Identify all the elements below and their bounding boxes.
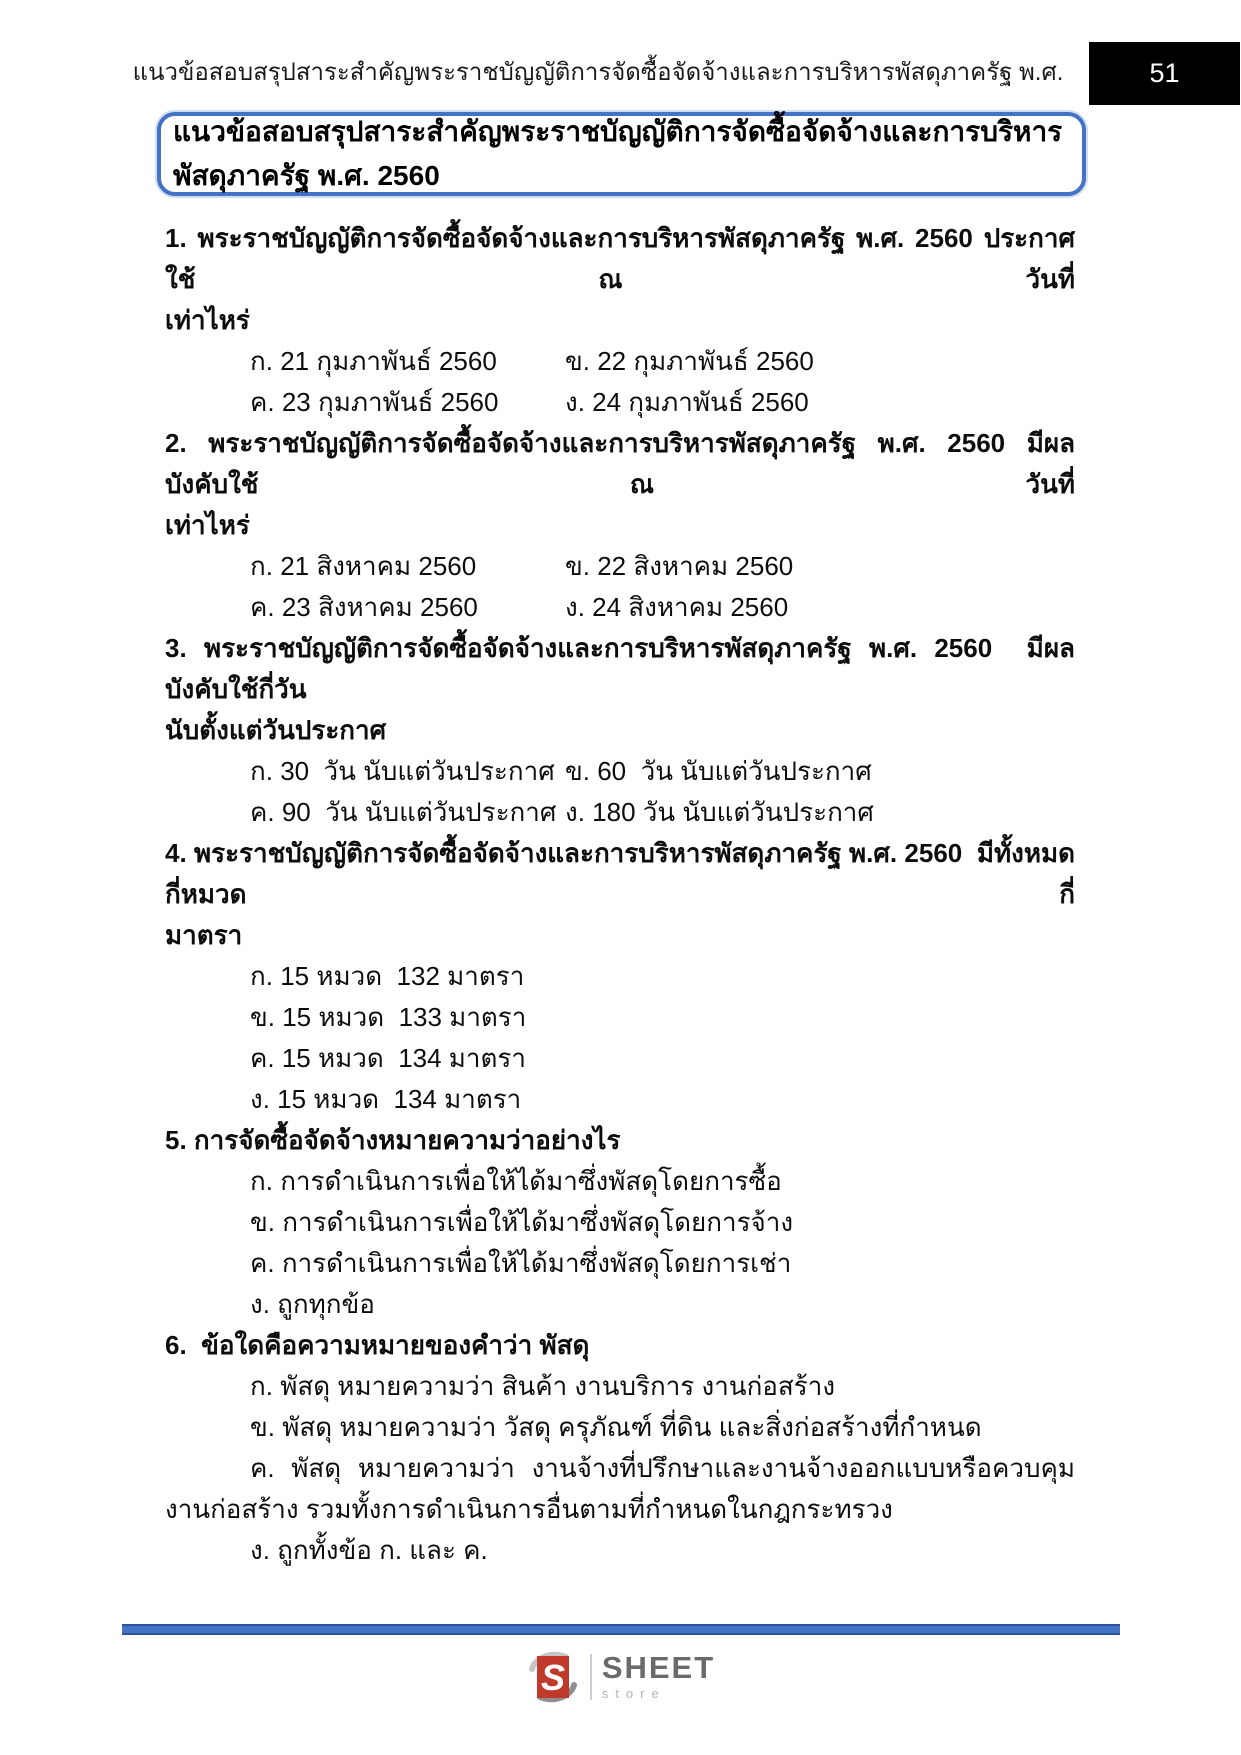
question-6-option-b: ข. พัสดุ หมายความว่า วัสดุ ครุภัณฑ์ ที่ดิน และสิ่งก่อสร้างที่กำหนด — [250, 1412, 982, 1442]
brand-text — [601, 1650, 716, 1701]
question-2-text-line-1: 2. พระราชบัญญัติการจัดซื้อจัดจ้างและการบริหารพัสดุภาครัฐ พ.ศ. 2560 มีผลบังคับใช้ ณ วันที่ — [165, 428, 1075, 499]
brand-subtitle: store — [601, 1686, 666, 1701]
question-6-text-line-1: 6. ข้อใดคือความหมายของคำว่า พัสดุ — [165, 1330, 590, 1360]
question-2-option-a: ก. 21 สิงหาคม 2560 — [250, 551, 477, 581]
question-1-option-b: ข. 22 กุมภาพันธ์ 2560 — [565, 346, 814, 376]
question-6-option-d: ง. ถูกทั้งข้อ ก. และ ค. — [250, 1535, 488, 1565]
question-6 — [165, 1325, 1075, 1571]
question-1-options-row-1 — [165, 341, 1075, 382]
header-running-title: แนวข้อสอบสรุปสาระสำคัญพระราชบัญญัติการจัดซื้อจัดจ้างและการบริหารพัสดุภาครัฐ พ.ศ. — [132, 59, 1064, 86]
page-number-badge — [1089, 42, 1240, 105]
sheet-store-logo — [0, 1651, 1241, 1755]
question-3-options-row-1 — [165, 751, 1075, 792]
question-5 — [165, 1120, 1075, 1325]
question-3-text-line-1: 3. พระราชบัญญัติการจัดซื้อจัดจ้างและการบริหารพัสดุภาครัฐ พ.ศ. 2560 มีผลบังคับใช้กี่วัน — [165, 633, 1075, 704]
question-4-option-b: ข. 15 หมวด 133 มาตรา — [250, 1002, 527, 1032]
footer-divider — [122, 1624, 1120, 1635]
question-2-options-row-2 — [165, 587, 1075, 628]
question-5-option-a: ก. การดำเนินการเพื่อให้ได้มาซึ่งพัสดุโดยการซื้อ — [250, 1166, 782, 1196]
page-footer — [0, 1624, 1241, 1755]
question-4 — [165, 833, 1075, 1120]
question-3 — [165, 628, 1075, 833]
question-4-option-d: ง. 15 หมวด 134 มาตรา — [250, 1084, 522, 1114]
question-3-options-row-2 — [165, 792, 1075, 833]
question-3-text-line-2: นับตั้งแต่วันประกาศ — [165, 715, 387, 745]
question-5-text-line-1: 5. การจัดซื้อจัดจ้างหมายความว่าอย่างไร — [165, 1125, 621, 1155]
question-1 — [165, 218, 1075, 423]
question-1-option-d: ง. 24 กุมภาพันธ์ 2560 — [565, 387, 809, 417]
question-3-option-b: ข. 60 วัน นับแต่วันประกาศ — [565, 756, 872, 786]
question-6-option-c: ค. พัสดุ หมายความว่า งานจ้างที่ปรึกษาและงานจ้างออกแบบหรือควบคุมงานก่อสร้าง รวมทั้งการดำเนินการอื่นตามที่กำหนดในกฎกระทรวง — [165, 1453, 1075, 1524]
question-4-option-a: ก. 15 หมวด 132 มาตรา — [250, 961, 525, 991]
question-1-text-line-1: 1. พระราชบัญญัติการจัดซื้อจัดจ้างและการบริหารพัสดุภาครัฐ พ.ศ. 2560 ประกาศใช้ ณ วันที่ — [165, 223, 1075, 294]
document-title: แนวข้อสอบสรุปสาระสำคัญพระราชบัญญัติการจัดซื้อจัดจ้างและการบริหารพัสดุภาครัฐ พ.ศ. 2560 — [173, 116, 1063, 191]
question-2 — [165, 423, 1075, 628]
question-2-option-d: ง. 24 สิงหาคม 2560 — [565, 592, 789, 622]
page-number: 51 — [1149, 58, 1180, 88]
question-2-option-c: ค. 23 สิงหาคม 2560 — [250, 592, 478, 622]
question-2-option-b: ข. 22 สิงหาคม 2560 — [565, 551, 794, 581]
question-4-text-line-2: มาตรา — [165, 920, 243, 950]
question-4-text-line-1: 4. พระราชบัญญัติการจัดซื้อจัดจ้างและการบริหารพัสดุภาครัฐ พ.ศ. 2560 มีทั้งหมดกี่หมวด กี่ — [165, 838, 1075, 909]
page-header — [0, 0, 1241, 112]
question-3-option-c: ค. 90 วัน นับแต่วันประกาศ — [250, 797, 557, 827]
logo-letter: S — [540, 1657, 565, 1698]
question-1-option-a: ก. 21 กุมภาพันธ์ 2560 — [250, 346, 497, 376]
question-3-option-a: ก. 30 วัน นับแต่วันประกาศ — [250, 756, 555, 786]
question-5-option-d: ง. ถูกทุกข้อ — [250, 1289, 375, 1319]
question-1-text-line-2: เท่าไหร่ — [165, 305, 250, 335]
question-4-option-c: ค. 15 หมวด 134 มาตรา — [250, 1043, 526, 1073]
question-5-option-c: ค. การดำเนินการเพื่อให้ได้มาซึ่งพัสดุโดยการเช่า — [250, 1248, 792, 1278]
question-5-option-b: ข. การดำเนินการเพื่อให้ได้มาซึ่งพัสดุโดยการจ้าง — [250, 1207, 794, 1237]
question-3-option-d: ง. 180 วัน นับแต่วันประกาศ — [565, 797, 874, 827]
question-1-options-row-2 — [165, 382, 1075, 423]
questions-area — [165, 218, 1075, 1571]
question-6-option-a: ก. พัสดุ หมายความว่า สินค้า งานบริการ งานก่อสร้าง — [250, 1371, 836, 1401]
question-1-option-c: ค. 23 กุมภาพันธ์ 2560 — [250, 387, 499, 417]
logo-text-divider — [590, 1654, 592, 1700]
question-2-options-row-1 — [165, 546, 1075, 587]
sheet-store-s-icon — [526, 1651, 580, 1703]
document-title-box — [157, 112, 1086, 196]
brand-name: SHEET — [601, 1650, 716, 1685]
question-2-text-line-2: เท่าไหร่ — [165, 510, 250, 540]
